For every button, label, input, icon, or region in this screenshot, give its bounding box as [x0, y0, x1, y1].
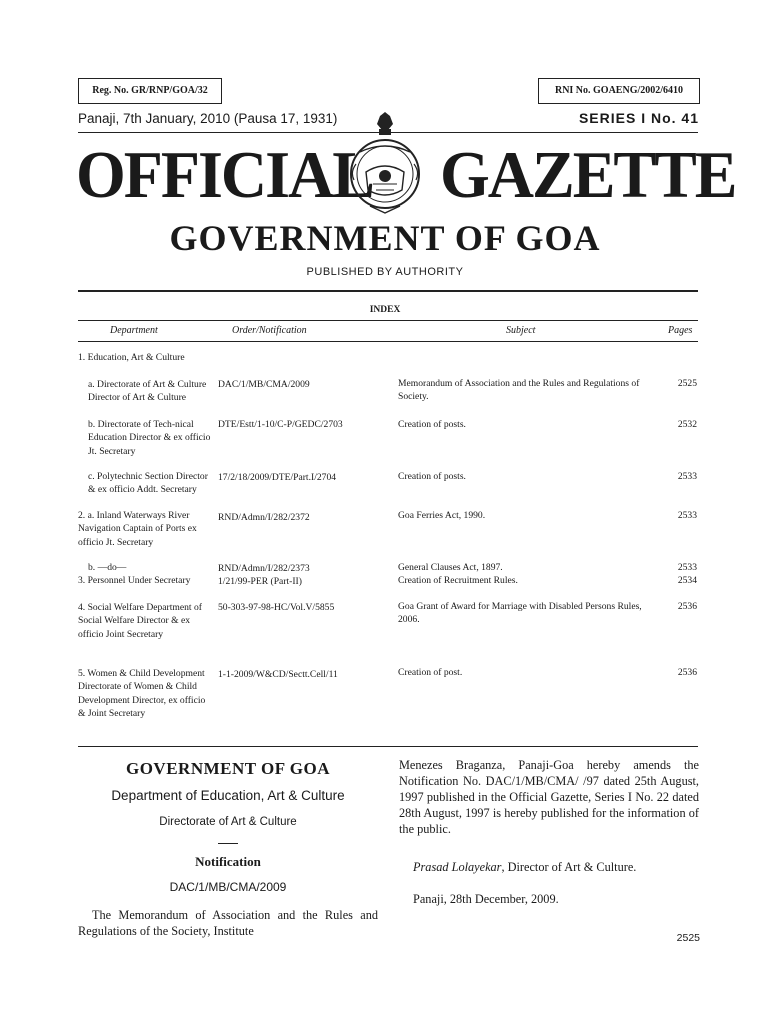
- table-row-subject: Creation of post.: [398, 667, 463, 678]
- table-row-subject: Goa Grant of Award for Marriage with Disabled Persons Rules, 2006.: [398, 601, 642, 626]
- table-row-dept: 5. Women & Child Development Directorate of Women & Child Development Director, ex officio & Joint Secretary: [78, 668, 206, 719]
- index-header-rule: [78, 341, 698, 342]
- issue-date: Panaji, 7th January, 2010 (Pausa 17, 1931): [78, 111, 338, 126]
- index-title: INDEX: [369, 305, 401, 315]
- registration-number: Reg. No. GR/RNP/GOA/32: [78, 78, 222, 104]
- notification-title: Notification: [195, 854, 261, 869]
- table-row-subject: Goa Ferries Act, 1990.: [398, 510, 486, 521]
- table-row-pages: 2536: [677, 667, 697, 678]
- rni-number: RNI No. GOAENG/2002/6410: [538, 78, 700, 104]
- page-number: 2525: [676, 932, 700, 944]
- table-row-order: RND/Admn/I/282/2373: [218, 563, 310, 574]
- table-row-pages: 2534: [677, 575, 697, 586]
- notification-right-column: [399, 757, 699, 907]
- column-header-order: Order/Notification: [232, 325, 307, 336]
- notification-left-column: [78, 757, 378, 939]
- table-row-order: 50-303-97-98-HC/Vol.V/5855: [218, 602, 335, 613]
- table-row-order: DTE/Estt/1-10/C-P/GEDC/2703: [218, 419, 343, 430]
- index-top-rule: [78, 320, 698, 321]
- table-row-subject: Creation of posts.: [398, 419, 466, 430]
- table-row-order: DAC/1/MB/CMA/2009: [218, 379, 310, 390]
- table-row-dept: 4. Social Welfare Department of Social Welfare Director & ex officio Joint Secretary: [78, 602, 202, 640]
- masthead-official: OFFICIAL: [76, 137, 373, 212]
- table-row-dept: c. Polytechnic Section Director & ex officio Addt. Secretary: [88, 471, 208, 496]
- column-header-pages: Pages: [668, 325, 693, 336]
- table-row-subject: Creation of Recruitment Rules.: [398, 575, 518, 586]
- notification-number: DAC/1/MB/CMA/2009: [169, 880, 287, 894]
- index-bottom-rule: [78, 746, 698, 747]
- table-row-order: 17/2/18/2009/DTE/Part.I/2704: [218, 472, 337, 483]
- separator-dash: [218, 843, 238, 844]
- table-row-dept: 3. Personnel Under Secretary: [78, 575, 191, 586]
- table-row-dept: b. —do—: [88, 562, 127, 573]
- goa-emblem-icon: [340, 112, 430, 214]
- table-row-subject: General Clauses Act, 1897.: [398, 562, 503, 573]
- notification-body-left: The Memorandum of Association and the Rules and Regulations of the Society, Institute: [78, 908, 378, 938]
- table-row-pages: 2533: [677, 510, 697, 521]
- signatory: [399, 859, 699, 875]
- series-number: SERIES I No. 41: [578, 110, 699, 126]
- published-by-authority: PUBLISHED BY AUTHORITY: [306, 266, 464, 278]
- table-row-pages: 2532: [677, 419, 697, 430]
- table-row-order: 1-1-2009/W&CD/Sectt.Cell/11: [218, 669, 338, 680]
- table-row-dept: a. Directorate of Art & Culture Director of Art & Culture: [88, 379, 207, 404]
- table-row-pages: 2525: [677, 378, 697, 389]
- notification-government-heading: GOVERNMENT OF GOA: [125, 759, 330, 778]
- government-of-goa-heading: GOVERNMENT OF GOA: [169, 218, 601, 258]
- table-row-subject: Creation of posts.: [398, 471, 466, 482]
- column-header-department: Department: [110, 325, 158, 336]
- signatory-name: Prasad Lolayekar: [413, 860, 502, 874]
- table-row-subject: Memorandum of Association and the Rules and Regulations of Society.: [398, 378, 640, 403]
- notification-department: Department of Education, Art & Culture: [111, 788, 345, 803]
- table-row-pages: 2533: [677, 471, 697, 482]
- masthead-gazette: GAZETTE: [440, 137, 736, 212]
- notification-body-right: Menezes Braganza, Panaji-Goa hereby amends the Notification No. DAC/1/MB/CMA/ /97 dated 25th August, 1997 published in the Official Gazette, Series I No. 22 dated 28th August, 1997 is hereby published for the information of the public.: [399, 758, 699, 836]
- column-header-subject: Subject: [506, 325, 536, 336]
- table-row-order: 1/21/99-PER (Part-II): [218, 576, 302, 587]
- signatory-title: , Director of Art & Culture.: [501, 860, 637, 874]
- table-row-pages: 2536: [677, 601, 697, 612]
- masthead-rule: [78, 290, 698, 292]
- table-row-dept: 1. Education, Art & Culture: [78, 352, 185, 363]
- table-row-dept: b. Directorate of Tech-nical Education Director & ex officio Jt. Secretary: [88, 419, 211, 457]
- table-row-dept: 2. a. Inland Waterways River Navigation Captain of Ports ex officio Jt. Secretary: [78, 510, 197, 548]
- place-date: Panaji, 28th December, 2009.: [413, 892, 559, 906]
- table-row-pages: 2533: [677, 562, 697, 573]
- notification-directorate: Directorate of Art & Culture: [159, 816, 297, 828]
- table-row-order: RND/Admn/I/282/2372: [218, 512, 310, 523]
